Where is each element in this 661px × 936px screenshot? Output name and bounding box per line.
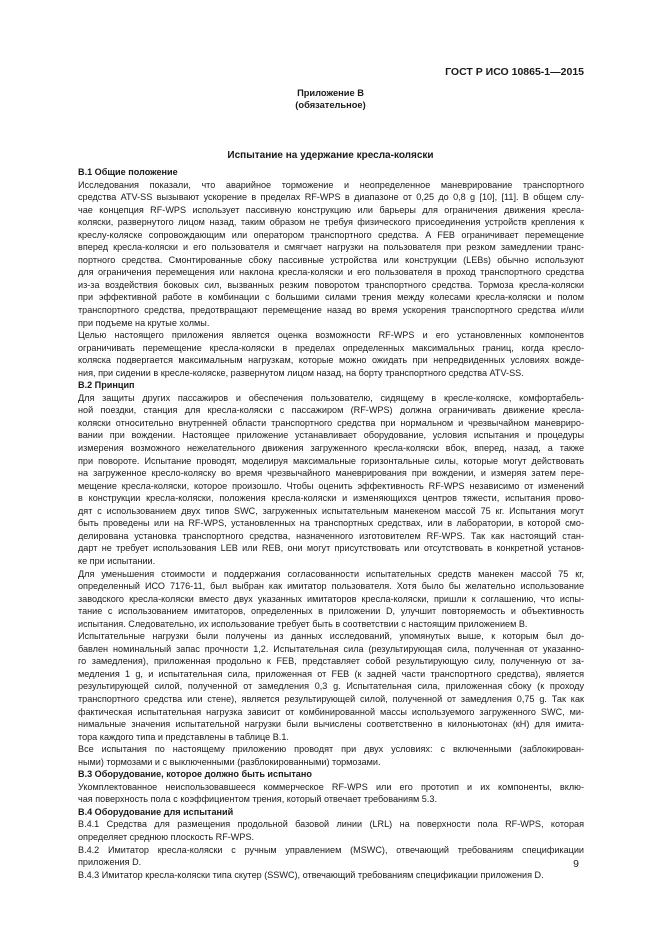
text-line: коляски, развернутого лицом назад, таким образом не требуя физического присоединения устройств крепления к (78, 217, 584, 228)
document-code-header: ГОСТ Р ИСО 10865-1—2015 (445, 66, 584, 78)
paragraph (62, 630, 584, 743)
annex-status: (обязательное) (295, 100, 366, 110)
section-heading: В.4 Оборудование для испытаний (78, 806, 234, 817)
text-line: креслу-коляске сопровождающим или оператором транспортного средства. A FEB ограничивает перемещение (78, 229, 584, 240)
text-line: определяет среднюю плоскость RF-WPS. (78, 831, 255, 842)
text-line: вперед кресла-коляски и его пользователя и смягчает нагрузки на пользователя при резком замедлении транс- (78, 242, 584, 253)
text-line: транспортного средства, предотвращают перемещение назад во время ускорения транспортного средства и/или (78, 305, 584, 316)
text-line: Для защиты других пассажиров и обеспечения пользователю, сидящему в кресле-коляске, комфортабель- (78, 392, 584, 403)
text-line: из-за воздействия боковых сил, вызванных резким поворотом транспортного средства. Тормоза кресла-коляски (78, 279, 584, 290)
section-heading: В.1 Общие положение (78, 167, 178, 177)
text-line: тание с использованием имитаторов, определенных в приложении D, улучшит повторяемость и объективность (78, 606, 584, 617)
text-line: Исследования показали, что аварийное торможение и неопределенное маневрирование транспортного (78, 179, 584, 190)
text-line: Целью настоящего приложения является оценка возможности RF-WPS и его установленных компонентов (78, 330, 584, 341)
text-line: в конструкции кресла-коляски, положения кресла-коляски и изменяющихся центров тяжести, испытания прово- (78, 493, 584, 504)
text-line: вании при вождении. Настоящее приложение устанавливает оборудование, условия испытания и процедуры (78, 430, 584, 441)
text-line: на загруженное кресло-коляску во время чрезвычайного маневрирования при вождении, и измеряя затем пере- (78, 468, 584, 479)
text-line: Все испытания по настоящему приложению проводят при двух условиях: с включенными (заблокирован- (78, 744, 584, 755)
text-line: результирующей силой, полученной от замедления 0,3 g. Испытательная сила, приложенная сбоку (к проходу (78, 681, 584, 692)
paragraph (62, 781, 584, 806)
document-body (62, 166, 584, 881)
text-line: медления 1 g, и испытательная сила, приложенная от FEB (к задней части транспортного средства), является (78, 668, 584, 679)
paragraph (62, 818, 584, 843)
paragraph (62, 568, 584, 631)
text-line: ными) тормозами и с выключенными (разблокированными) тормозами. (78, 756, 381, 767)
text-line: ной поездки, станция для кресла-коляски с пассажиром (RF-WPS) должна ограничивать движение кресла- (78, 405, 584, 416)
text-line: ограничивать перемещение кресла-коляски в пределах определенных максимальных границ, когда кресло- (78, 342, 584, 353)
text-line: при эффективной работе в комбинации с большими силами трения между колесами кресла-коляски и полом (78, 292, 584, 303)
text-line: определенный ИСО 7176-11, был выбран как имитатор пользователя. Хотя было бы желательно использование (78, 581, 584, 592)
section-heading: В.2 Принцип (78, 380, 135, 391)
text-line: транспортного средства или стене), является результирующей силой, полученной от замедления 0,75 g. Так как (78, 693, 584, 704)
text-line: тора каждого типа и представлены в таблице В.1. (78, 731, 289, 742)
text-line: В.4.2 Имитатор кресла-коляски с ручным управлением (MSWC), отвечающий требованиям спецификации (78, 844, 584, 855)
text-line: В.4.3 Имитатор кресла-коляски типа скутер (SSWC), отвечающий требованиям спецификации приложения D. (78, 869, 544, 880)
text-line: измерения возможного нежелательного движения загруженного кресла-коляски вбок, вперед, назад, а также (78, 443, 584, 454)
text-line: Для уменьшения стоимости и поддержания согласованности испытательных средств манекен массой 75 кг, (78, 568, 584, 579)
text-line: дарт не требует использования LEB или REB, они могут присутствовать или отсутствовать в конкретной установ- (78, 543, 584, 554)
text-line: для ограничения перемещения или наклона кресла-коляски и его пользователя в проход транспортного средства (78, 267, 584, 278)
text-line: В.4.1 Средства для размещения продольной базовой линии (LRL) на поверхности пола RF-WPS, которая (78, 819, 584, 830)
paragraph (62, 869, 584, 882)
text-line: чая поверхность пола с коэффициентом трения, который отвечает требованиям 5.3. (78, 794, 437, 805)
text-line: при повороте. Испытание проводят, моделируя максимальные горизонтальные силы, которые могут действовать (78, 455, 584, 466)
text-line: ке при испытании. (78, 555, 156, 566)
text-line: приложения D. (78, 857, 142, 868)
text-line: фактическая испытательная нагрузка зависит от комбинированной массы используемого загруженного SWC, ми- (78, 706, 584, 717)
text-line: быть проведены или на RF-WPS, установленных на транспортных средствах, или в лаборатории, в которой смо- (78, 518, 584, 529)
main-title: Испытание на удержание кресла-коляски (227, 150, 434, 161)
paragraph (62, 743, 584, 768)
text-line: средства ATV-SS вызывают ускорение в пределах RF-WPS в диапазоне от 0,25 до 0,8 g [10], [11]. В общем слу- (78, 192, 584, 203)
paragraph (62, 329, 584, 379)
text-line: портного средства. Смонтированные сбоку пассивные устройства или конструкции (LEBs) обычно используют (78, 254, 584, 265)
text-line: бавлен номинальный запас прочности 1,2. Испытательная сила (результирующая сила, полученная от указанно- (78, 643, 584, 654)
annex-title: Приложение В (297, 88, 364, 98)
paragraph (62, 844, 584, 869)
text-line: Испытательные нагрузки были получены из данных исследований, упомянутых выше, к которым был до- (78, 631, 584, 642)
text-line: коляски относительно внутренней области транспортного средства при нормальном и чрезвычайном маневриро- (78, 417, 584, 428)
text-line: дят с использованием двух типов SWC, загруженных испытательным манекеном массой 75 кг. Испытания могут (78, 505, 584, 516)
text-line: при подъеме на крутые холмы. (78, 317, 210, 328)
text-line: Укомплектованное неиспользовавшееся коммерческое RF-WPS или его прототип и их компоненты, вклю- (78, 781, 584, 792)
text-line: коляска подвергается максимальным нагрузкам, которые можно ожидать при непредвиденных условиях вожде- (78, 355, 584, 366)
paragraph (62, 179, 584, 330)
text-line: заводского кресла-коляски вместо двух указанных имитаторов кресла-коляски, пришли к соглашению, что испы- (78, 593, 584, 604)
text-line: испытания. Следовательно, их использование требует быть в соответствии с настоящим приложением В. (78, 618, 528, 629)
text-line: делирована установка транспортного средства, назначенного изготовителем RF-WPS. Так как настоящий стан- (78, 530, 584, 541)
page-number: 9 (573, 858, 579, 870)
paragraph (62, 392, 584, 568)
section-heading: В.3 Оборудование, которое должно быть испытано (78, 769, 312, 780)
text-line: мещение кресла-коляски, которое произошло. Чтобы оценить эффективность RF-WPS независимо от изменений (78, 480, 584, 491)
text-line: нимальные значения испытательной нагрузки были вычислены соответственно в килоньютонах (кН) для имита- (78, 719, 584, 730)
text-line: го замедления), приложенная продольно к FEB, представляет собой результирующую силу, полученную от за- (78, 656, 584, 667)
text-line: ния, при сидении в кресле-коляске, развернутом лицом назад, на борту транспортного средства ATV-SS. (78, 367, 524, 378)
text-line: чае концепция RF-WPS использует пассивную конструкцию или барьеры для ограничения движения кресла- (78, 204, 584, 215)
